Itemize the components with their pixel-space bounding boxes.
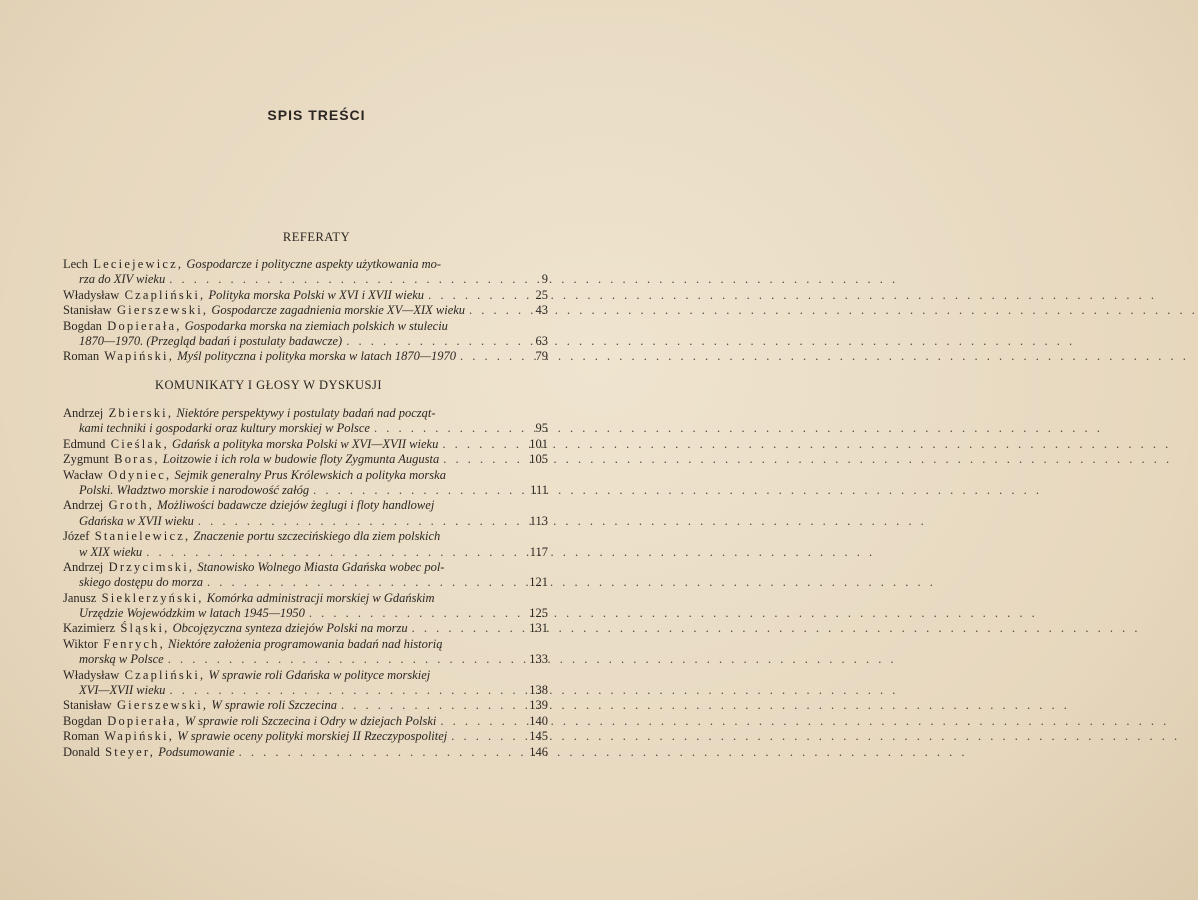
toc-entry-line xyxy=(63,272,548,287)
toc-leader-dots xyxy=(341,698,510,713)
toc-author-first-name: Wiktor xyxy=(63,636,98,651)
toc-author xyxy=(63,745,155,759)
toc-page-number: 25 xyxy=(535,287,548,302)
toc-author-last-name: Czapliński, xyxy=(124,287,206,302)
toc-author xyxy=(63,319,182,333)
toc-leader-dots xyxy=(412,621,510,636)
toc-page-number: 140 xyxy=(529,713,548,728)
toc-leader-dots xyxy=(469,303,510,318)
toc-entry-line xyxy=(63,349,548,364)
toc-page-number: 43 xyxy=(535,303,548,318)
toc-work-title: Gdańska w XVII wieku xyxy=(79,513,194,528)
toc-author-first-name: Donald xyxy=(63,744,100,759)
toc-page-number: 113 xyxy=(529,513,548,528)
toc-author-first-name: Władysław xyxy=(63,667,120,682)
toc-leader-dots xyxy=(146,545,510,560)
toc-author-last-name: Stanielewicz, xyxy=(94,529,191,544)
toc-work-title: Stanowisko Wolnego Miasta Gdańska wobec pol- xyxy=(197,559,445,574)
toc-author-first-name: Zygmunt xyxy=(63,452,109,467)
toc-page-number: 117 xyxy=(529,544,548,559)
toc-author-last-name: Fenrych, xyxy=(103,636,165,651)
toc-author-first-name: Roman xyxy=(63,349,100,364)
toc-work-title: morską w Polsce xyxy=(79,652,164,667)
toc-entry-line xyxy=(63,637,548,652)
section-heading-referaty: REFERATY xyxy=(282,230,351,244)
toc-page-number: 63 xyxy=(535,333,548,348)
toc-work-title: w XIX wieku xyxy=(79,544,143,559)
toc-entry-line xyxy=(63,668,548,683)
toc-page-number: 121 xyxy=(529,575,548,590)
toc-work-title: skiego dostępu do morza xyxy=(79,575,203,590)
toc-author-first-name: Władysław xyxy=(63,287,120,302)
toc-author xyxy=(63,714,182,728)
toc-entry-line xyxy=(63,334,548,349)
toc-entry-line xyxy=(63,514,548,529)
toc-page-number: 146 xyxy=(529,744,548,759)
toc-author xyxy=(63,529,190,543)
toc-work-title: rza do XIV wieku xyxy=(79,272,166,287)
toc-work-title: W sprawie roli Szczecina i Odry w dziejach Polski xyxy=(184,713,437,728)
toc-author-first-name: Andrzej xyxy=(63,498,104,513)
toc-work-title: Komórka administracji morskiej w Gdańskim xyxy=(206,590,435,605)
toc-section-referaty xyxy=(63,257,548,365)
toc-author-first-name: Kazimierz xyxy=(63,621,116,636)
toc-entry-line xyxy=(63,468,548,483)
toc-author-first-name: Roman xyxy=(63,729,100,744)
page-title: SPIS TREŚCI xyxy=(267,107,366,123)
toc-entry-line xyxy=(63,288,548,303)
toc-author xyxy=(63,257,183,271)
toc-author xyxy=(63,288,205,302)
toc-section-komunikaty xyxy=(63,406,548,760)
toc-author-last-name: Zbierski, xyxy=(108,406,174,420)
toc-work-title: Gospodarcze i polityczne aspekty użytkowania mo- xyxy=(186,257,442,271)
toc-entry-line xyxy=(63,606,548,621)
toc-author xyxy=(63,437,169,451)
toc-entry-line xyxy=(63,652,548,667)
toc-work-title: W sprawie roli Gdańska w polityce morskiej xyxy=(208,667,431,682)
toc-leader-dots xyxy=(309,606,510,621)
toc-work-title: Niektóre perspektywy i postulaty badań nad począt- xyxy=(176,406,436,420)
toc-work-title: Gospodarka morska na ziemiach polskich w stuleciu xyxy=(184,318,448,333)
toc-entry-line xyxy=(63,745,548,760)
toc-work-title: Podsumowanie xyxy=(158,744,235,759)
toc-work-title: Polski. Władztwo morskie i narodowość załóg xyxy=(79,482,310,497)
toc-author-last-name: Śląski, xyxy=(120,621,170,636)
toc-entry-line xyxy=(63,406,548,421)
toc-leader-dots xyxy=(169,272,510,287)
toc-entry-line xyxy=(63,498,548,513)
toc-work-title: Niektóre założenia programowania badań nad historią xyxy=(168,636,443,651)
toc-entry-line xyxy=(63,621,548,636)
section-heading-komunikaty: KOMUNIKATY I GŁOSY W DYSKUSJI xyxy=(155,378,383,392)
toc-entry-line xyxy=(63,303,548,318)
toc-entry-line xyxy=(63,421,548,436)
toc-page-number: 133 xyxy=(529,652,548,667)
toc-page-number: 138 xyxy=(529,683,548,698)
toc-author-last-name: Gierszewski, xyxy=(116,698,209,713)
toc-leader-dots xyxy=(207,575,510,590)
toc-work-title: Urzędzie Wojewódzkim w latach 1945—1950 xyxy=(79,606,305,621)
toc-entry-line xyxy=(63,257,548,272)
toc-work-title: Sejmik generalny Prus Królewskich a polityka morska xyxy=(174,467,446,482)
toc-author-first-name: Janusz xyxy=(63,590,97,605)
toc-author-first-name: Edmund xyxy=(63,436,106,451)
toc-page-number: 105 xyxy=(529,452,548,467)
toc-author-first-name: Stanisław xyxy=(63,698,112,713)
toc-author-first-name: Stanisław xyxy=(63,303,112,318)
toc-author-first-name: Józef xyxy=(63,529,90,544)
toc-author xyxy=(63,468,171,482)
toc-entry-line xyxy=(63,575,548,590)
toc-page-number: 9 xyxy=(541,272,548,287)
toc-entry-line xyxy=(63,437,548,452)
toc-author xyxy=(63,637,165,651)
toc-leader-dots xyxy=(239,745,510,760)
toc-author-last-name: Odyniec, xyxy=(108,467,172,482)
toc-page-number: 111 xyxy=(530,482,548,497)
toc-author-first-name: Lech xyxy=(63,257,88,271)
toc-author-first-name: Andrzej xyxy=(63,559,104,574)
toc-leader-dots xyxy=(428,288,510,303)
toc-leader-dots xyxy=(198,514,510,529)
toc-leader-dots xyxy=(346,334,510,349)
toc-author xyxy=(63,498,154,512)
toc-work-title: Gospodarcze zagadnienia morskie XV—XIX wieku xyxy=(211,303,466,318)
toc-entry-line xyxy=(63,698,548,713)
toc-page-number: 131 xyxy=(529,621,548,636)
toc-leader-dots xyxy=(451,729,510,744)
toc-page-number: 139 xyxy=(529,698,548,713)
toc-work-title: Możliwości badawcze dziejów żeglugi i floty handlowej xyxy=(157,498,435,513)
toc-work-title: Obcojęzyczna synteza dziejów Polski na morzu xyxy=(172,621,408,636)
toc-entry-line xyxy=(63,714,548,729)
toc-author xyxy=(63,406,173,420)
toc-work-title: 1870—1970. (Przegląd badań i postulaty badawcze) xyxy=(79,333,343,348)
toc-entry-line xyxy=(63,529,548,544)
toc-author xyxy=(63,591,204,605)
toc-entry-line xyxy=(63,319,548,334)
toc-entry-line xyxy=(63,452,548,467)
toc-leader-dots xyxy=(168,652,510,667)
toc-page-number: 145 xyxy=(529,729,548,744)
toc-author xyxy=(63,621,169,635)
toc-work-title: W sprawie roli Szczecina xyxy=(211,698,337,713)
toc-author-first-name: Andrzej xyxy=(63,406,104,420)
toc-author xyxy=(63,303,208,317)
toc-work-title: Gdańsk a polityka morska Polski w XVI—XVII wieku xyxy=(172,436,439,451)
toc-work-title: XVI—XVII wieku xyxy=(79,683,166,698)
toc-author-last-name: Wapiński, xyxy=(104,349,175,364)
toc-author-last-name: Dopierała, xyxy=(107,713,182,728)
toc-author-last-name: Groth, xyxy=(108,498,155,513)
toc-entry-line xyxy=(63,683,548,698)
toc-author xyxy=(63,560,194,574)
toc-author-last-name: Sieklerzyński, xyxy=(101,590,204,605)
toc-author-first-name: Bogdan xyxy=(63,713,102,728)
toc-author-last-name: Czapliński, xyxy=(124,667,206,682)
toc-entry-line xyxy=(63,560,548,575)
toc-entry-line xyxy=(63,483,548,498)
toc-page-number: 95 xyxy=(535,421,548,436)
toc-author xyxy=(63,452,160,466)
toc-author-last-name: Gierszewski, xyxy=(116,303,209,318)
toc-leader-dots xyxy=(374,421,510,436)
toc-work-title: Znaczenie portu szczecińskiego dla ziem polskich xyxy=(193,529,441,544)
toc-page-number: 101 xyxy=(529,436,548,451)
toc-leader-dots xyxy=(169,683,510,698)
toc-leader-dots xyxy=(460,349,510,364)
toc-author-last-name: Leciejewicz, xyxy=(93,257,184,271)
toc-author-last-name: Cieślak, xyxy=(110,436,169,451)
toc-page-number: 79 xyxy=(535,349,548,364)
toc-work-title: Polityka morska Polski w XVI i XVII wieku xyxy=(208,287,425,302)
toc-work-title: W sprawie oceny polityki morskiej II Rzeczypospolitej xyxy=(177,729,448,744)
toc-work-title: Loitzowie i ich rola w budowie floty Zygmunta Augusta xyxy=(162,452,440,467)
toc-leader-dots xyxy=(440,714,510,729)
toc-work-title: kami techniki i gospodarki oraz kultury morskiej w Polsce xyxy=(79,421,370,436)
toc-entry-line xyxy=(63,545,548,560)
toc-author-last-name: Wapiński, xyxy=(104,729,175,744)
toc-author-last-name: Drzycimski, xyxy=(108,559,195,574)
toc-entry-line xyxy=(63,729,548,744)
toc-author-first-name: Wacław xyxy=(63,467,103,482)
toc-author xyxy=(63,698,208,712)
toc-author-last-name: Boras, xyxy=(114,452,160,467)
toc-leader-dots xyxy=(442,437,510,452)
toc-entry-line xyxy=(63,591,548,606)
toc-leader-dots xyxy=(443,452,510,467)
toc-work-title: Myśl polityczna i polityka morska w latach 1870—1970 xyxy=(177,349,456,364)
toc-author-last-name: Steyer, xyxy=(105,744,156,759)
toc-author-last-name: Dopierała, xyxy=(107,318,182,333)
toc-author xyxy=(63,668,205,682)
toc-author-first-name: Bogdan xyxy=(63,318,102,333)
toc-page-number: 125 xyxy=(529,606,548,621)
toc-author xyxy=(63,729,174,743)
toc-author xyxy=(63,349,174,363)
toc-leader-dots xyxy=(313,483,510,498)
